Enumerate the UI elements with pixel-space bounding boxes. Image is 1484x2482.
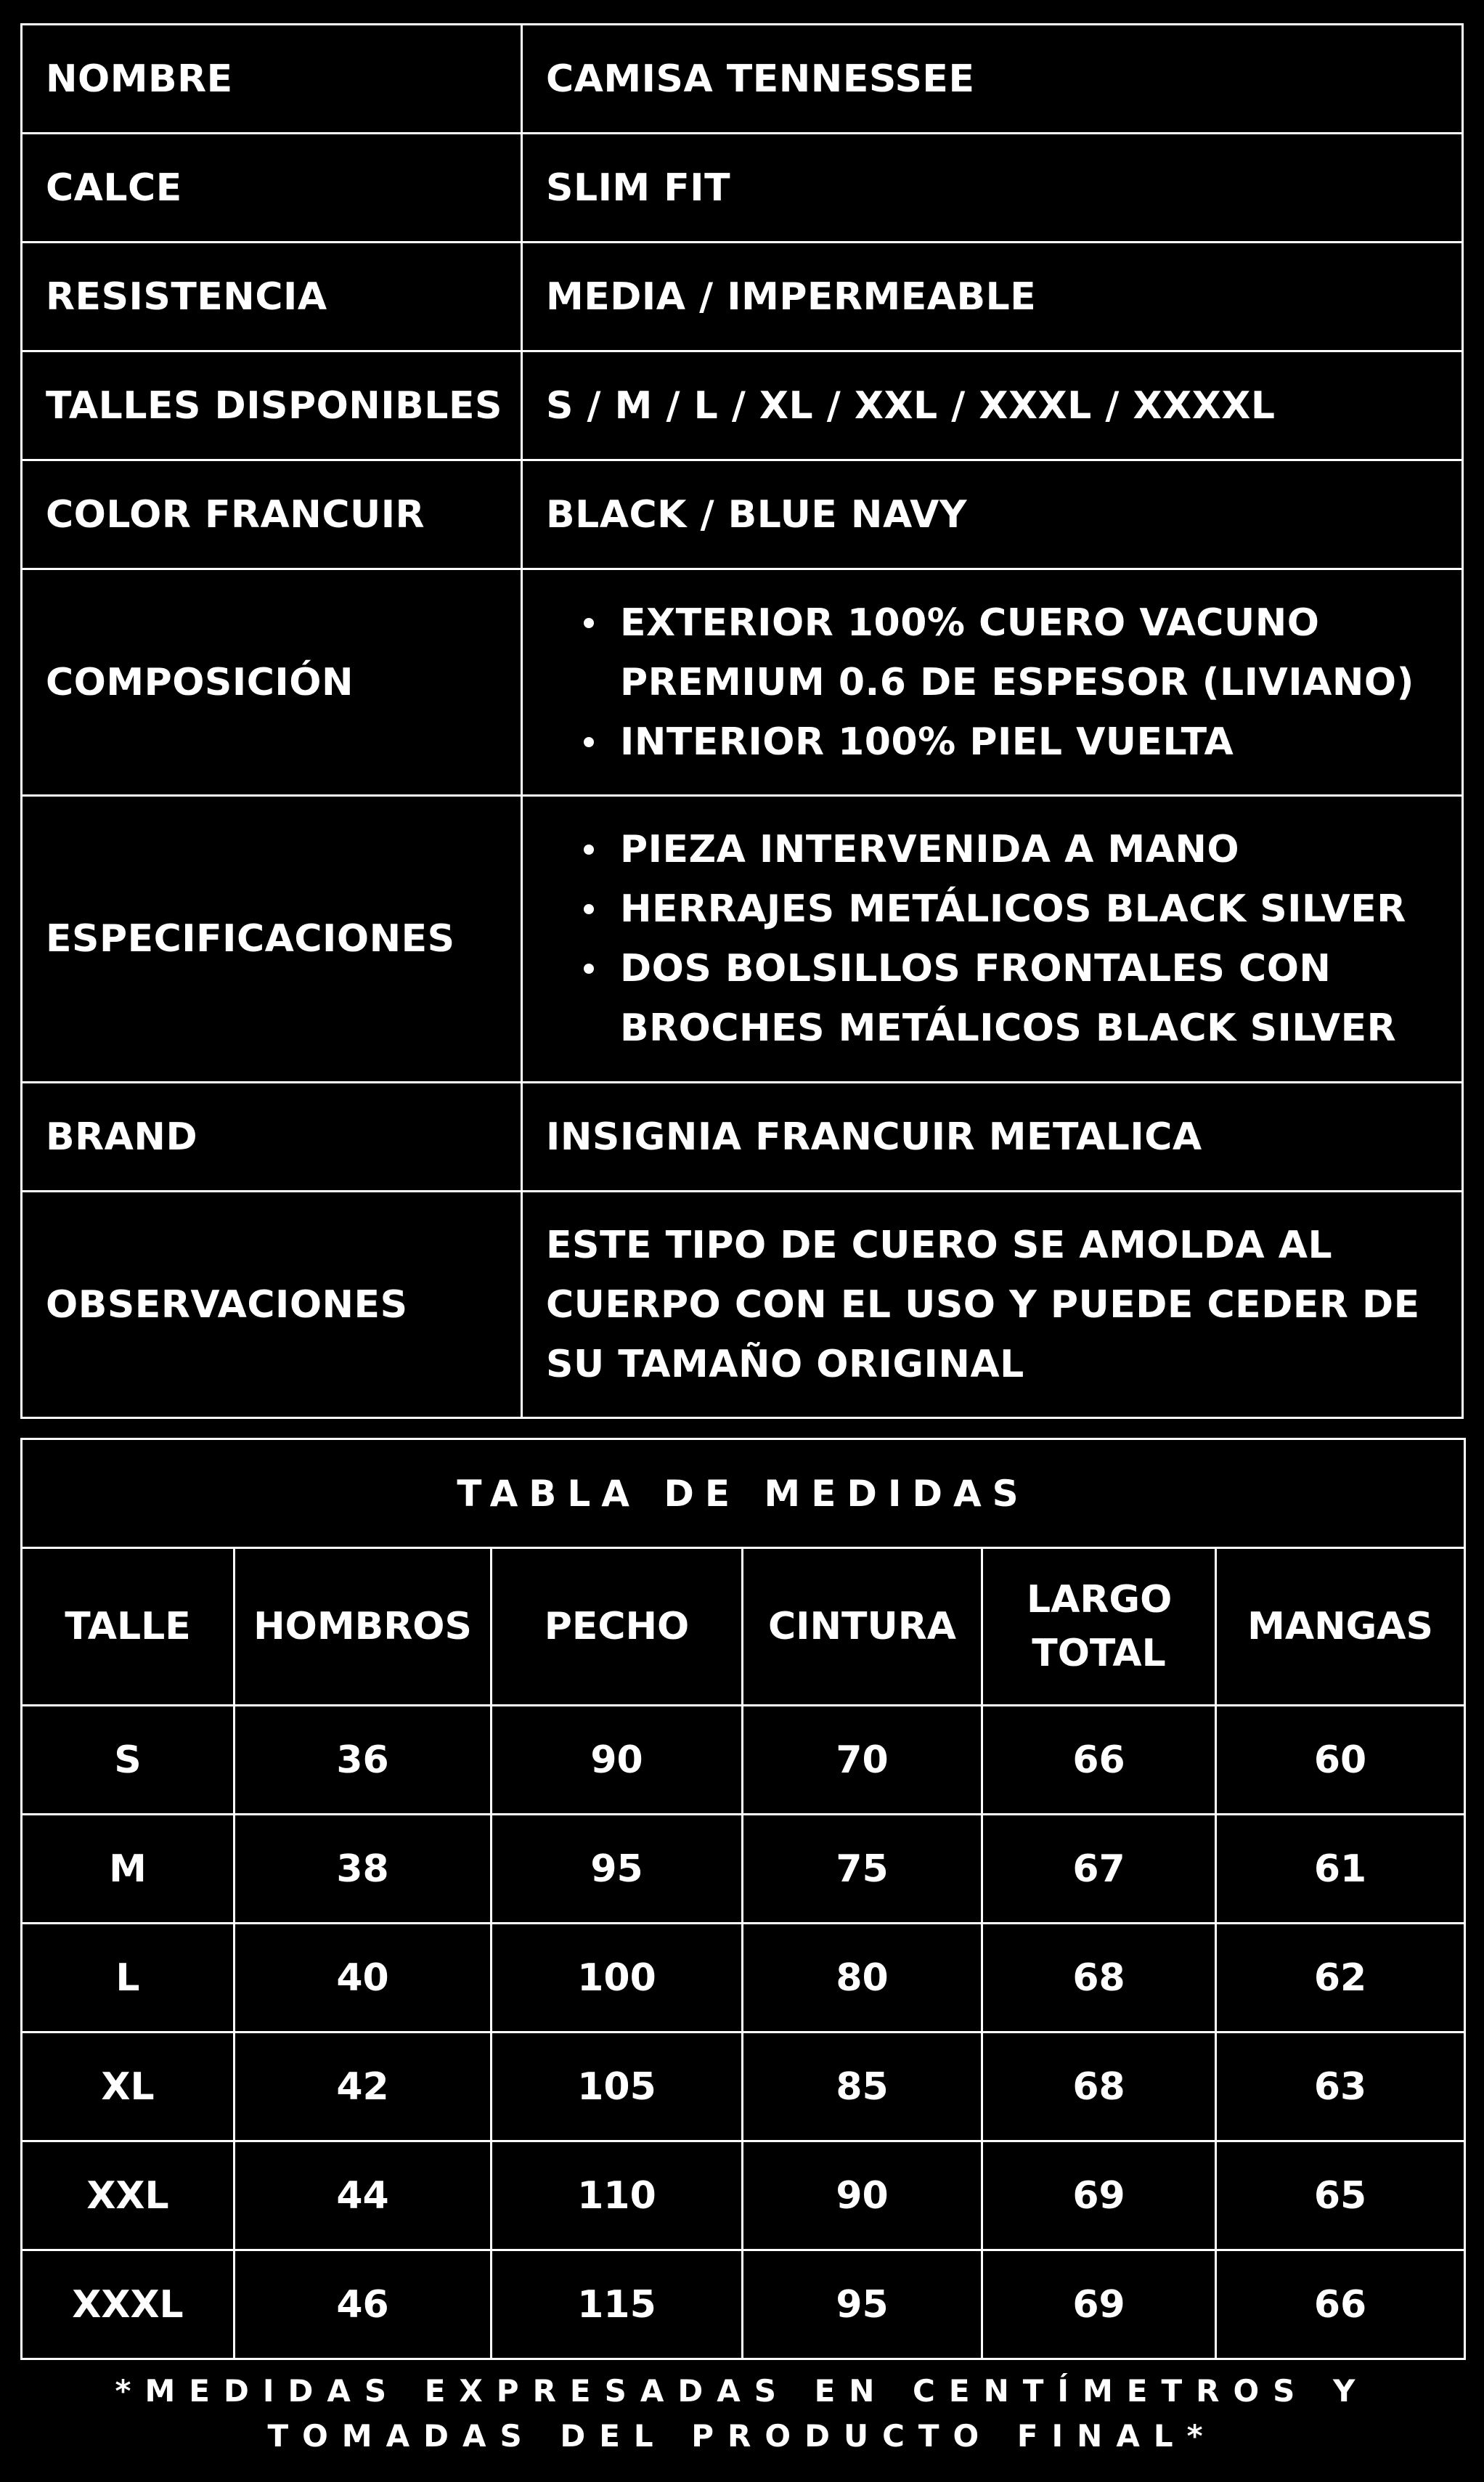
spec-label-talles: TALLES DISPONIBLES: [22, 351, 522, 460]
table-cell: 100: [492, 1924, 743, 2033]
list-item: PIEZA INTERVENIDA A MANO: [620, 820, 1447, 879]
table-row: [22, 1706, 1465, 1815]
spec-value-resistencia: MEDIA / IMPERMEABLE: [522, 243, 1463, 351]
list-item: DOS BOLSILLOS FRONTALES CON BROCHES METÁLICOS BLACK SILVER: [620, 939, 1447, 1058]
table-cell: 61: [1216, 1815, 1465, 1924]
table-cell: S: [22, 1706, 235, 1815]
table-cell: 65: [1216, 2141, 1465, 2250]
table-cell: 63: [1216, 2033, 1465, 2141]
spec-label-calce: CALCE: [22, 134, 522, 243]
table-cell: 110: [492, 2141, 743, 2250]
table-cell: 66: [1216, 2250, 1465, 2359]
table-cell: XXXL: [22, 2250, 235, 2359]
composicion-list: [546, 593, 1447, 772]
spec-label-observaciones: OBSERVACIONES: [22, 1192, 522, 1418]
table-cell: 68: [982, 1924, 1216, 2033]
col-header-cintura: CINTURA: [743, 1548, 982, 1706]
spec-value-color: BLACK / BLUE NAVY: [522, 460, 1463, 569]
table-cell: 75: [743, 1815, 982, 1924]
table-cell: 80: [743, 1924, 982, 2033]
table-cell: XL: [22, 2033, 235, 2141]
spec-row-especificaciones: [22, 796, 1463, 1083]
table-cell: 40: [235, 1924, 492, 2033]
table-cell: 66: [982, 1706, 1216, 1815]
size-table-header-row: [22, 1548, 1465, 1706]
col-header-talle: TALLE: [22, 1548, 235, 1706]
list-item: EXTERIOR 100% CUERO VACUNO PREMIUM 0.6 DE ESPESOR (LIVIANO): [620, 593, 1447, 712]
spec-value-especificaciones: [522, 796, 1463, 1083]
table-cell: 69: [982, 2141, 1216, 2250]
spec-value-talles: S / M / L / XL / XXL / XXXL / XXXXL: [522, 351, 1463, 460]
table-row: [22, 2033, 1465, 2141]
table-cell: 105: [492, 2033, 743, 2141]
table-cell: 90: [743, 2141, 982, 2250]
spec-value-observaciones: ESTE TIPO DE CUERO SE AMOLDA AL CUERPO CON EL USO Y PUEDE CEDER DE SU TAMAÑO ORIGINAL: [522, 1192, 1463, 1418]
spec-value-brand: INSIGNIA FRANCUIR METALICA: [522, 1083, 1463, 1192]
spec-value-calce: SLIM FIT: [522, 134, 1463, 243]
spec-row-composicion: [22, 569, 1463, 796]
table-cell: 36: [235, 1706, 492, 1815]
table-row: [22, 2141, 1465, 2250]
col-header-mangas: MANGAS: [1216, 1548, 1465, 1706]
table-cell: 42: [235, 2033, 492, 2141]
list-item: INTERIOR 100% PIEL VUELTA: [620, 712, 1447, 772]
table-cell: L: [22, 1924, 235, 2033]
col-header-largo-total: LARGO TOTAL: [982, 1548, 1216, 1706]
spec-row-calce: [22, 134, 1463, 243]
spec-label-composicion: COMPOSICIÓN: [22, 569, 522, 796]
table-cell: 95: [492, 1815, 743, 1924]
table-cell: M: [22, 1815, 235, 1924]
spec-row-talles: [22, 351, 1463, 460]
col-header-pecho: PECHO: [492, 1548, 743, 1706]
size-table-title: TABLA DE MEDIDAS: [22, 1439, 1465, 1548]
table-row: [22, 2250, 1465, 2359]
spec-row-color: [22, 460, 1463, 569]
spec-label-especificaciones: ESPECIFICACIONES: [22, 796, 522, 1083]
size-chart-table: [20, 1438, 1466, 2360]
spec-label-nombre: NOMBRE: [22, 25, 522, 134]
table-cell: 69: [982, 2250, 1216, 2359]
table-row: [22, 1924, 1465, 2033]
table-cell: 38: [235, 1815, 492, 1924]
spec-row-brand: [22, 1083, 1463, 1192]
table-cell: 46: [235, 2250, 492, 2359]
product-spec-table: [20, 23, 1464, 1419]
spec-row-resistencia: [22, 243, 1463, 351]
col-header-hombros: HOMBROS: [235, 1548, 492, 1706]
list-item: HERRAJES METÁLICOS BLACK SILVER: [620, 879, 1447, 939]
size-table-title-row: [22, 1439, 1465, 1548]
spec-label-brand: BRAND: [22, 1083, 522, 1192]
spec-value-composicion: [522, 569, 1463, 796]
table-cell: 44: [235, 2141, 492, 2250]
table-cell: XXL: [22, 2141, 235, 2250]
spec-label-color: COLOR FRANCUIR: [22, 460, 522, 569]
table-cell: 70: [743, 1706, 982, 1815]
table-cell: 115: [492, 2250, 743, 2359]
table-cell: 60: [1216, 1706, 1465, 1815]
table-row: [22, 1815, 1465, 1924]
table-cell: 95: [743, 2250, 982, 2359]
spec-row-observaciones: [22, 1192, 1463, 1418]
table-cell: 67: [982, 1815, 1216, 1924]
especificaciones-list: [546, 820, 1447, 1058]
spec-value-nombre: CAMISA TENNESSEE: [522, 25, 1463, 134]
spec-label-resistencia: RESISTENCIA: [22, 243, 522, 351]
table-cell: 62: [1216, 1924, 1465, 2033]
table-cell: 90: [492, 1706, 743, 1815]
spec-row-nombre: [22, 25, 1463, 134]
table-cell: 85: [743, 2033, 982, 2141]
table-cell: 68: [982, 2033, 1216, 2141]
measurement-footnote: *MEDIDAS EXPRESADAS EN CENTÍMETROS Y TOMADAS DEL PRODUCTO FINAL*: [115, 2373, 1369, 2454]
